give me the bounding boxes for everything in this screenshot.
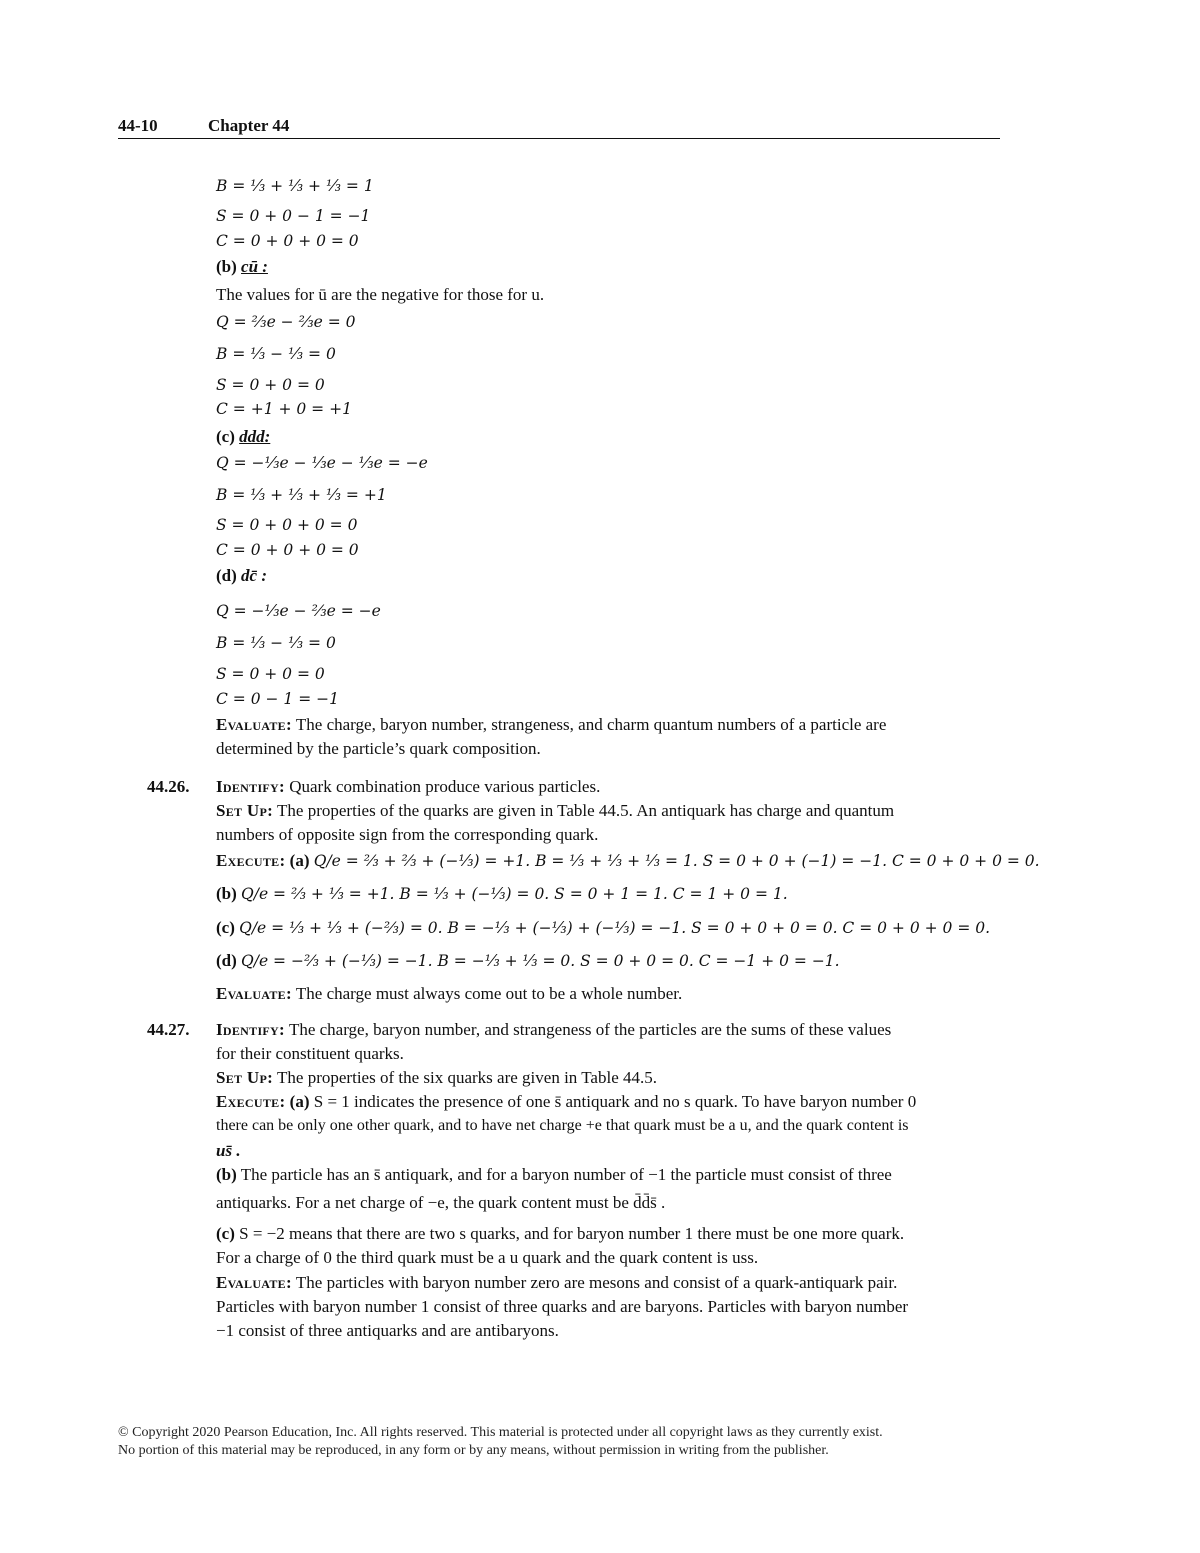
execute-text: S = −2 means that there are two s quarks, and for baryon number 1 there must be one more quark. [239,1224,905,1243]
identify-text: The charge, baryon number, and strangeness of the particles are the sums of these values [288,1020,892,1039]
setup-text: The properties of the quarks are given in Table 44.5. An antiquark has charge and quantum [277,801,895,820]
setup-text: The properties of the six quarks are given in Table 44.5. [277,1068,657,1087]
equation-c-charge: Q = −⅓e − ⅓e − ⅓e = −e [216,454,428,472]
equation-a-baryon: B = ⅓ + ⅓ + ⅓ = 1 [216,177,374,195]
identify-label: Identify: [216,777,285,796]
setup-paragraph [216,1068,657,1088]
page-number: 44-10 [118,116,158,135]
equation-b-strangeness: S = 0 + 0 = 0 [216,376,325,394]
execute-label: Execute: [216,1092,286,1111]
execute-text: S = 1 indicates the presence of one s̄ antiquark and no s quark. To have baryon number 0 [313,1092,917,1111]
evaluate-label: Evaluate: [216,715,292,734]
part-label: (d) [216,566,237,585]
part-label: (a) [289,1092,310,1111]
equation-text: Q/e = −⅔ + (−⅓) = −1. B = −⅓ + ⅓ = 0. S = 0 + 0 = 0. C = −1 + 0 = −1. [241,952,840,970]
identify-paragraph [216,777,600,797]
part-d-heading [216,566,267,586]
permission-line: No portion of this material may be reproduced, in any form or by any means, without permission in writing from the publisher. [118,1443,829,1458]
equation-d-strangeness: S = 0 + 0 = 0 [216,665,325,683]
execute-b [216,884,788,904]
execute-a-cont: there can be only one other quark, and to have net charge +e that quark must be a u, and the quark content is [216,1117,909,1134]
quark-content: dc̄ : [241,566,267,585]
execute-d [216,951,840,971]
equation-b-charge: Q = ⅔e − ⅔e = 0 [216,313,356,331]
copyright-line: © Copyright 2020 Pearson Education, Inc. All rights reserved. This material is protected under all copyright laws as they currently exist. [118,1425,883,1440]
chapter-title: Chapter 44 [208,116,290,135]
equation-text: Q/e = ⅔ + ⅓ = +1. B = ⅓ + (−⅓) = 0. S = 0 + 1 = 1. C = 1 + 0 = 1. [241,885,788,903]
problem-number: 44.26. [147,777,190,796]
part-label: (b) [216,1165,237,1184]
evaluate-label: Evaluate: [216,1273,292,1292]
equation-c-strangeness: S = 0 + 0 + 0 = 0 [216,516,358,534]
page-header [118,116,1000,139]
setup-label: Set Up: [216,1068,274,1087]
part-label: (c) [216,427,235,446]
equation-d-baryon: B = ⅓ − ⅓ = 0 [216,634,336,652]
part-label: (c) [216,918,235,937]
identify-text-cont: for their constituent quarks. [216,1044,404,1063]
quark-content: ddd: [239,427,271,446]
evaluate-text: The particles with baryon number zero are mesons and consist of a quark-antiquark pair. [295,1273,898,1292]
execute-b [216,1165,892,1185]
part-label: (d) [216,951,237,970]
equation-b-charm: C = +1 + 0 = +1 [216,400,352,418]
equation-b-baryon: B = ⅓ − ⅓ = 0 [216,345,336,363]
equation-text: Q/e = ⅔ + ⅔ + (−⅓) = +1. B = ⅓ + ⅓ + ⅓ = 1. S = 0 + 0 + (−1) = −1. C = 0 + 0 + 0 = 0. [313,852,1040,870]
setup-label: Set Up: [216,801,274,820]
execute-a [216,1092,916,1112]
execute-c [216,1224,904,1244]
setup-paragraph [216,801,894,821]
part-c-heading [216,427,270,447]
quark-content: cū : [241,257,268,276]
evaluate-text-cont: determined by the particle’s quark composition. [216,739,541,758]
evaluate-text-cont: −1 consist of three antiquarks and are antibaryons. [216,1321,559,1340]
part-b-heading [216,257,268,277]
identify-text: Quark combination produce various particles. [289,777,601,796]
evaluate-paragraph [216,984,682,1004]
equation-c-charm: C = 0 + 0 + 0 = 0 [216,541,359,559]
evaluate-text-cont: Particles with baryon number 1 consist of three quarks and are baryons. Particles with baryon number [216,1297,909,1316]
equation-a-charm: C = 0 + 0 + 0 = 0 [216,232,359,250]
evaluate-label: Evaluate: [216,984,292,1003]
equation-a-strangeness: S = 0 + 0 − 1 = −1 [216,207,371,225]
execute-text: The particle has an s̄ antiquark, and for a baryon number of −1 the particle must consist of three [240,1165,892,1184]
part-label: (a) [289,851,310,870]
identify-paragraph [216,1020,891,1040]
part-label: (b) [216,257,237,276]
equation-d-charm: C = 0 − 1 = −1 [216,690,339,708]
part-label: (c) [216,1224,235,1243]
copyright-footer [118,1424,883,1460]
evaluate-text: The charge, baryon number, strangeness, and charm quantum numbers of a particle are [295,715,887,734]
execute-c [216,918,990,938]
execute-b-cont: antiquarks. For a net charge of −e, the quark content must be d̄d̄s̄ . [216,1193,666,1212]
setup-text-cont: numbers of opposite sign from the corresponding quark. [216,825,599,844]
execute-a [216,851,1040,871]
evaluate-paragraph [216,1273,897,1293]
part-b-note: The values for ū are the negative for those for u. [216,285,545,304]
quark-content: us̄ . [216,1141,241,1160]
evaluate-paragraph [216,715,886,735]
part-label: (b) [216,884,237,903]
execute-label: Execute: [216,851,286,870]
equation-text: Q/e = ⅓ + ⅓ + (−⅔) = 0. B = −⅓ + (−⅓) + (−⅓) = −1. S = 0 + 0 + 0 = 0. C = 0 + 0 + 0 = 0. [239,919,991,937]
execute-c-cont: For a charge of 0 the third quark must be a u quark and the quark content is uss. [216,1248,759,1267]
equation-d-charge: Q = −⅓e − ⅔e = −e [216,602,381,620]
equation-c-baryon: B = ⅓ + ⅓ + ⅓ = +1 [216,486,387,504]
evaluate-text: The charge must always come out to be a whole number. [295,984,683,1003]
problem-number: 44.27. [147,1020,190,1039]
identify-label: Identify: [216,1020,285,1039]
